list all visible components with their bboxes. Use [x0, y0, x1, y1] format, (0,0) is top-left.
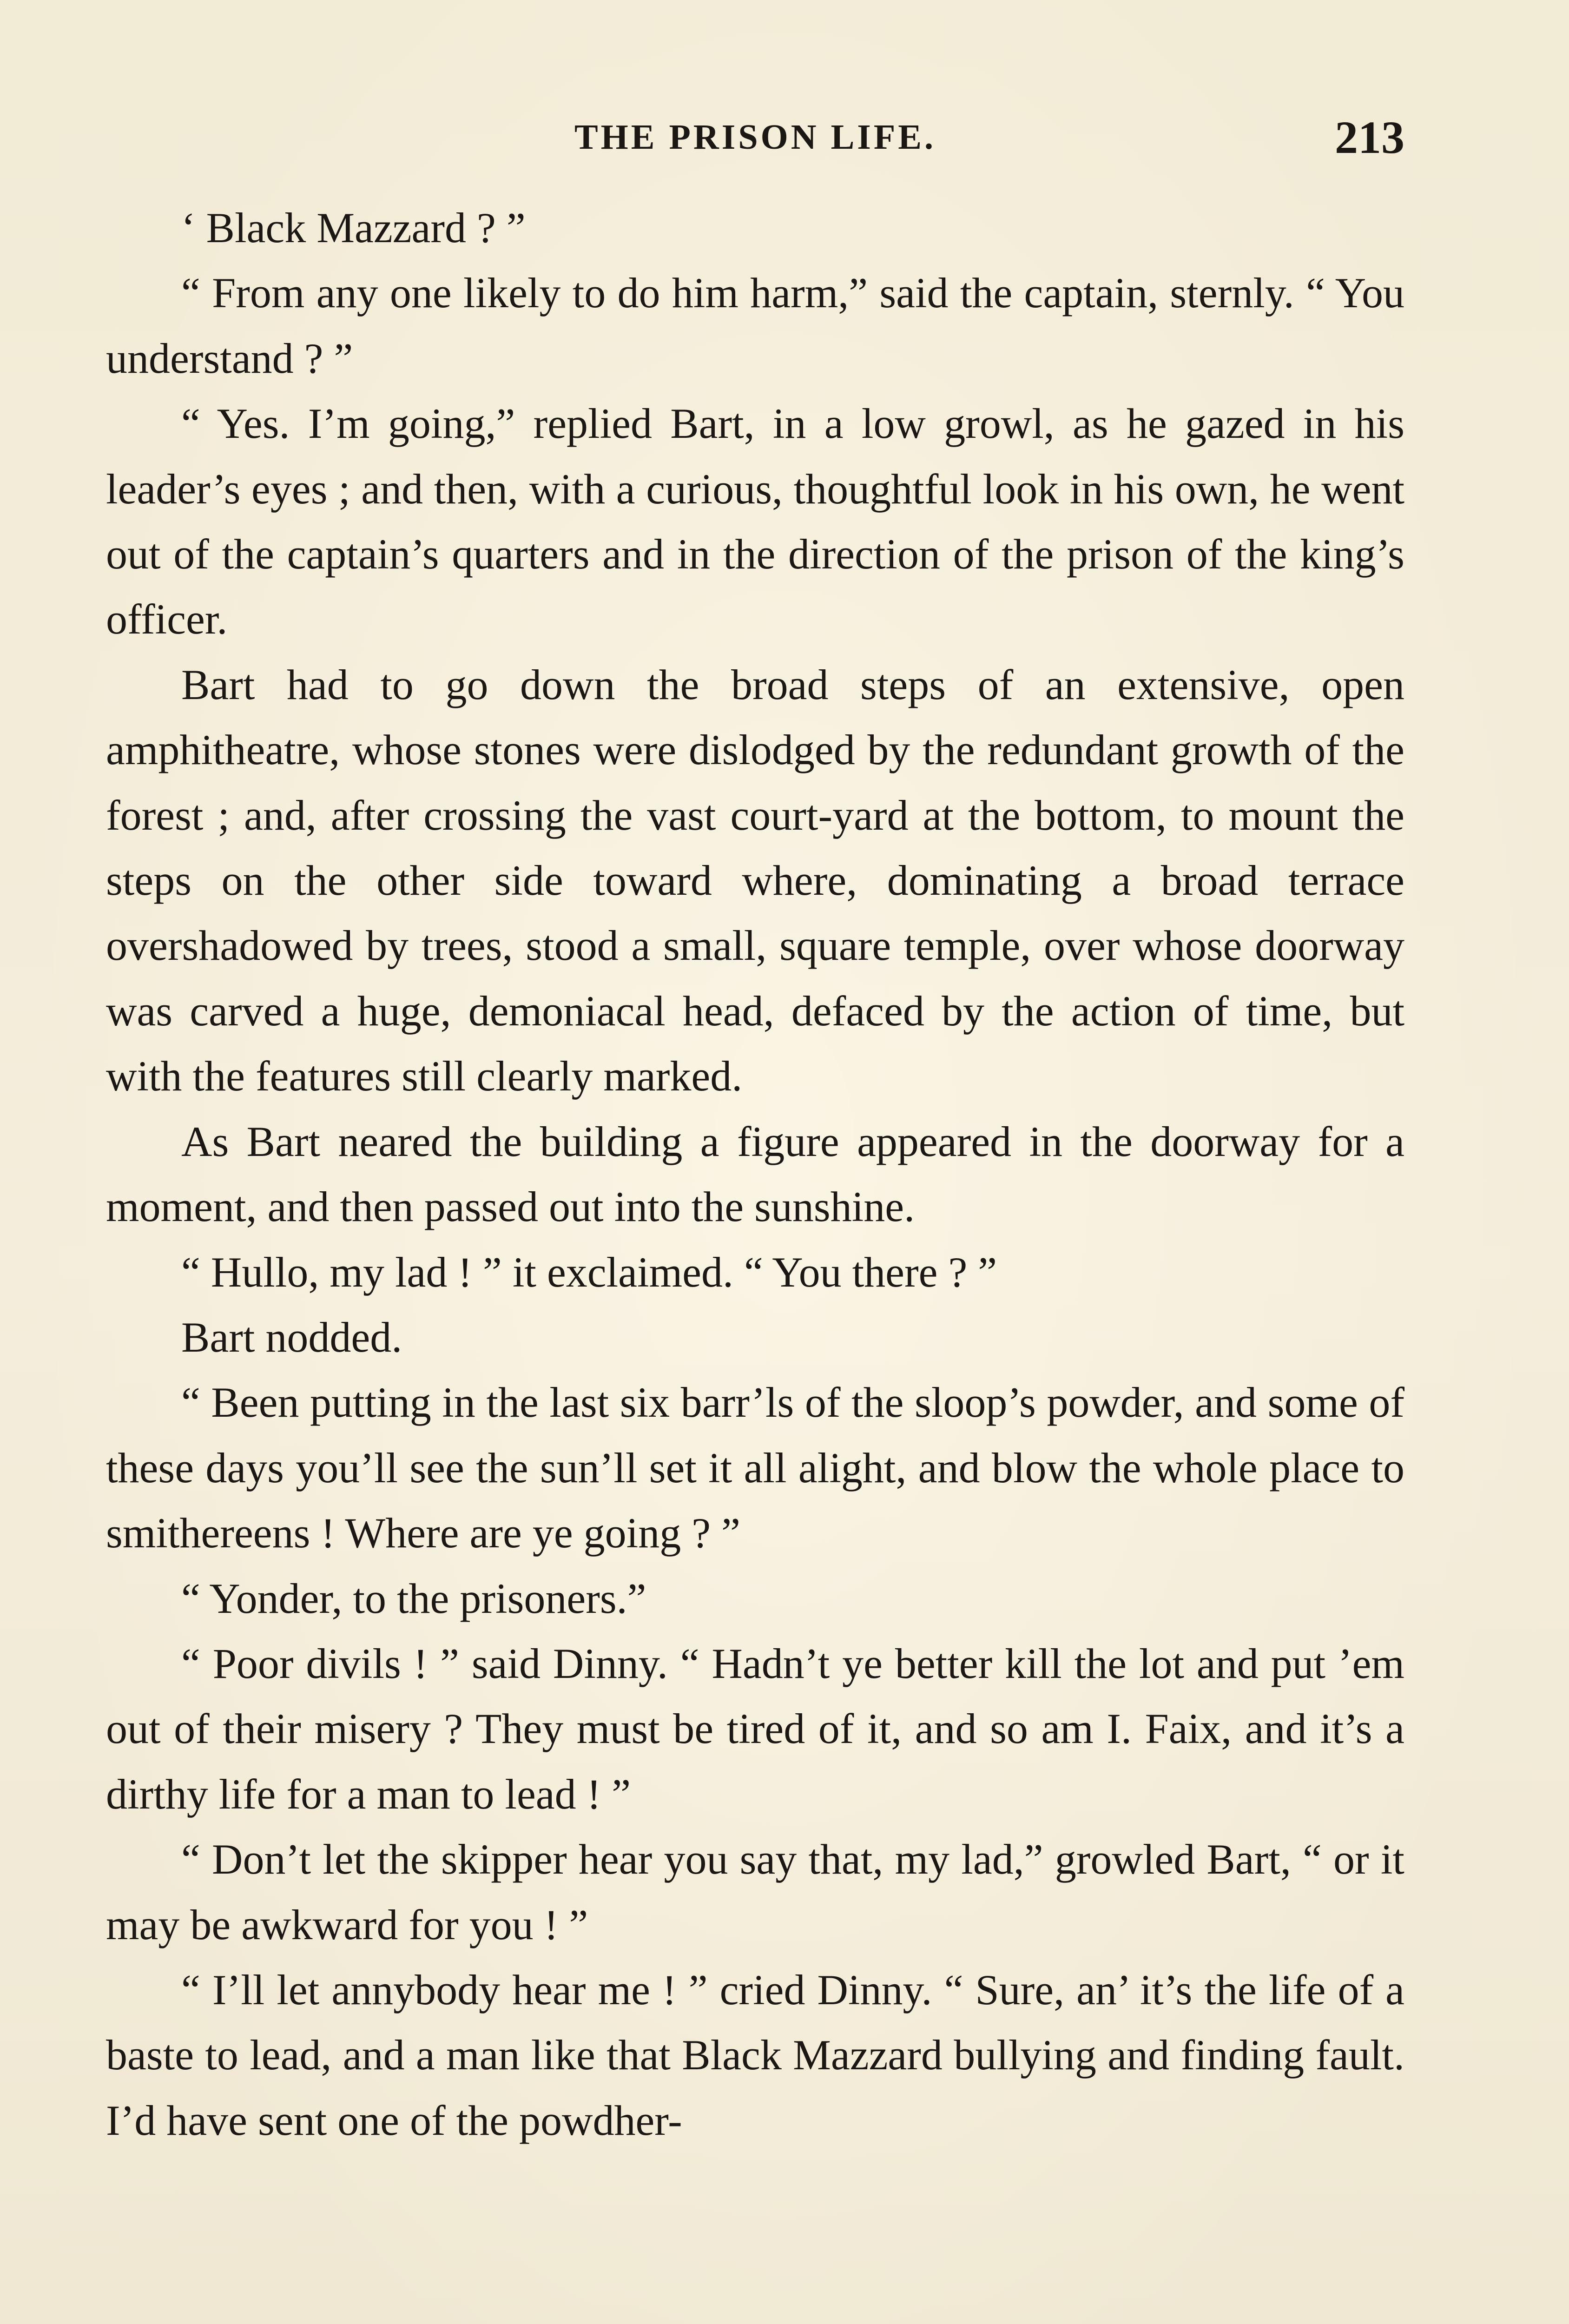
paragraph: “ Hullo, my lad ! ” it exclaimed. “ You there ? ” — [181, 1248, 997, 1296]
paragraph: “ I’ll let annybody hear me ! ” cried Dinny. “ Sure, an’ it’s the life of a baste to lead, and a man like that Black Mazzard bullying and finding fault. I’d have sent one of the powdher- — [106, 1966, 1404, 2144]
paragraph: ‘ Black Mazzard ? ” — [181, 204, 526, 251]
paragraph: Bart had to go down the broad steps of an extensive, open amphitheatre, whose stones were dislodged by the redundant growth of the forest ; and, after crossing the vast court-yard at the bottom, to mount the steps on the other side toward where, dominating a broad terrace overshadowed by trees, stood a small, square temple, over whose doorway was carved a huge, demoniacal head, defaced by the action of time, but with the features still clearly marked. — [106, 660, 1404, 1100]
page-header — [106, 111, 1404, 162]
paragraph: “ Yes. I’m going,” replied Bart, in a low growl, as he gazed in his leader’s eyes ; and then, with a curious, thoughtful look in his own, he went out of the captain’s quarters and in the direction of the prison of the king’s officer. — [106, 400, 1404, 643]
paragraph: “ Poor divils ! ” said Dinny. “ Hadn’t ye better kill the lot and put ’em out of their misery ? They must be tired of it, and so am I. Faix, and it’s a dirthy life for a man to lead ! ” — [106, 1639, 1404, 1818]
paragraph: “ Don’t let the skipper hear you say that, my lad,” growled Bart, “ or it may be awkward for you ! ” — [106, 1835, 1404, 1948]
paragraph: Bart nodded. — [181, 1313, 402, 1361]
running-title: THE PRISON LIFE. — [574, 118, 936, 157]
paragraph: “ From any one likely to do him harm,” said the captain, sternly. “ You understand ? ” — [106, 269, 1404, 382]
paragraph: “ Been putting in the last six barr’ls of the sloop’s powder, and some of these days you’ll see the sun’ll set it all alight, and blow the whole place to smithereens ! Where are ye going ? ” — [106, 1379, 1404, 1557]
body-text — [106, 195, 1404, 2153]
paragraph: As Bart neared the building a figure appeared in the doorway for a moment, and then passed out into the sunshine. — [106, 1117, 1404, 1231]
paragraph: “ Yonder, to the prisoners.” — [181, 1574, 646, 1622]
page-number: 213 — [1335, 112, 1404, 163]
